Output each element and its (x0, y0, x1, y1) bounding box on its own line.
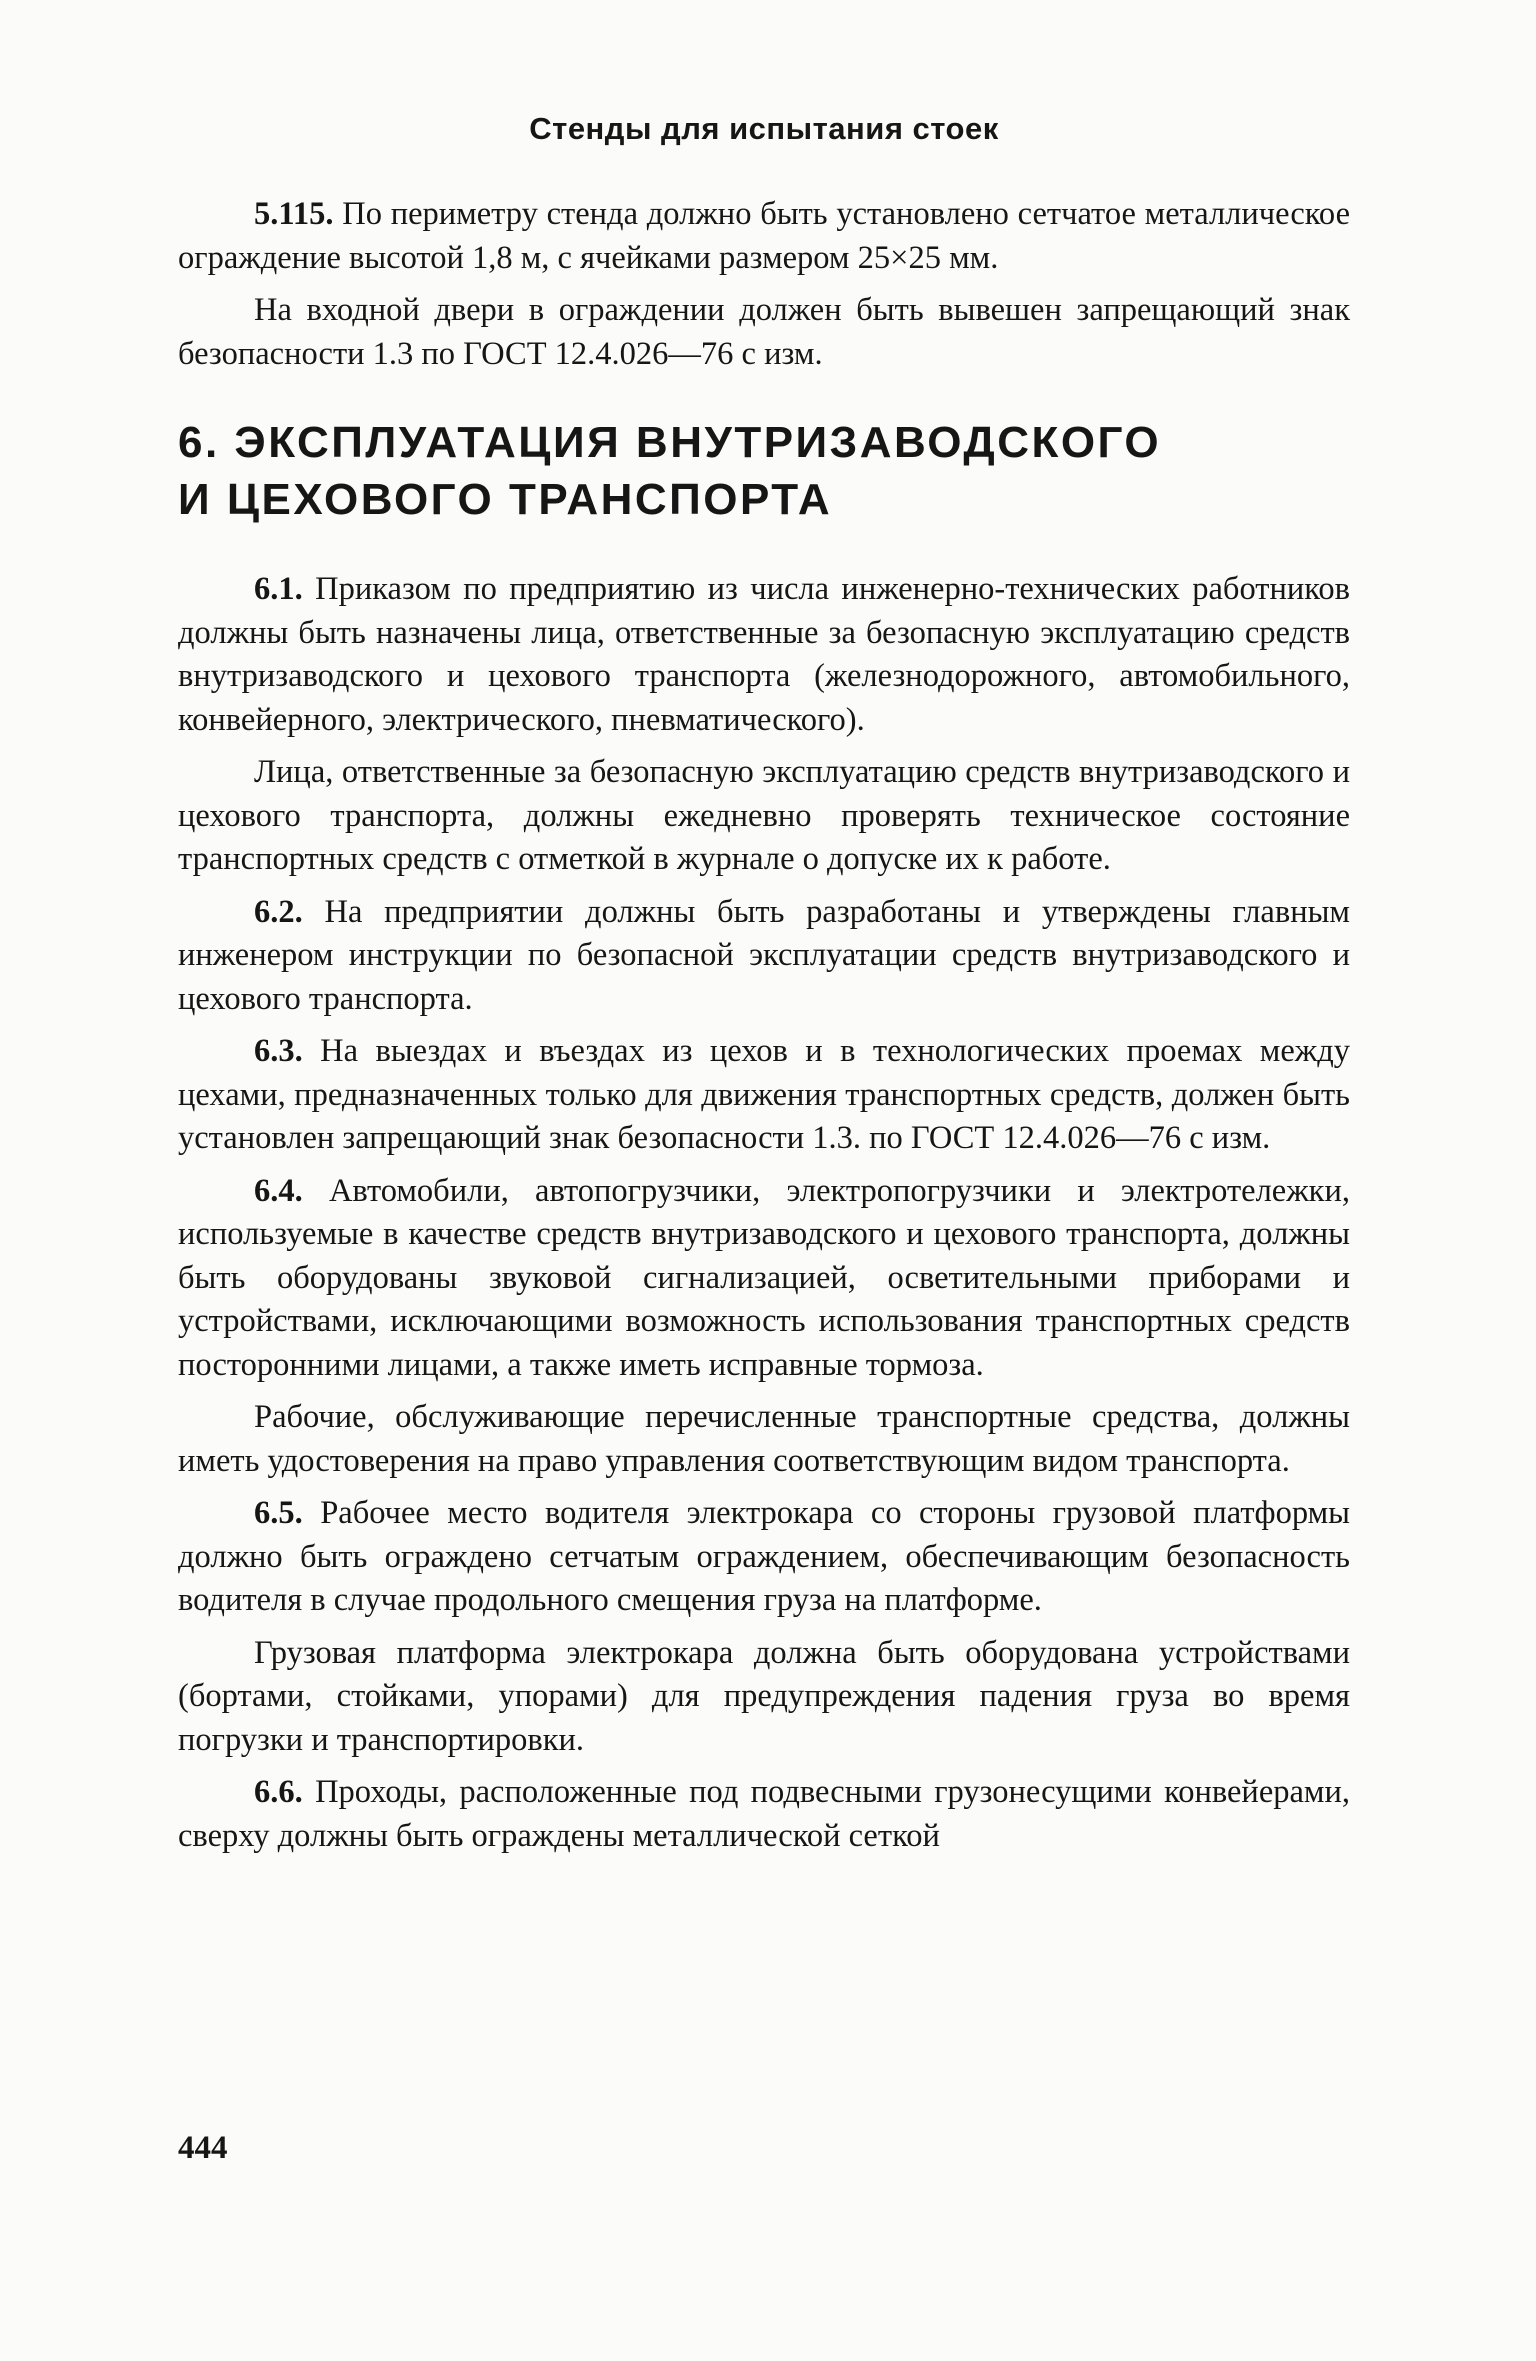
paragraph-text: Рабочее место водителя электрокара со стороны грузовой платформы должно быть ограждено сетчатым ограждением, обеспечивающим безопасность водителя в случае продольного смещения груза на платформе. (178, 1495, 1351, 1618)
section-title (178, 414, 1350, 528)
paragraph-5-115 (178, 193, 1350, 280)
paragraph-text: Проходы, расположенные под подвесными грузонесущими конвейерами, сверху должны быть ограждены металлической сеткой (178, 1774, 1351, 1854)
paragraph-6-5-continued: Грузовая платформа электрокара должна быть оборудована устройствами (бортами, стойками, упорами) для предупреждения падения груза во время погрузки и транспортировки. (178, 1634, 1350, 1758)
paragraph-5-115-continued: На входной двери в ограждении должен быть вывешен запрещающий знак безопасности 1.3 по ГОСТ 12.4.026—76 с изм. (178, 292, 1350, 372)
paragraph-text: На предприятии должны быть разработаны и утверждены главным инженером инструкции по безопасной эксплуатации средств внутризаводского и цехового транспорта. (178, 893, 1351, 1017)
paragraph-6-3 (178, 1030, 1350, 1161)
paragraph-6-2 (178, 891, 1350, 1022)
running-title: Стенды для испытания стоек (529, 111, 999, 146)
clause-number: 6.1. (254, 571, 303, 607)
clause-number: 6.4. (254, 1172, 303, 1209)
clause-number: 6.5. (254, 1495, 303, 1531)
paragraph-6-6 (178, 1771, 1350, 1858)
section-title-line-2: И ЦЕХОВОГО ТРАНСПОРТА (178, 475, 833, 524)
clause-number: 5.115. (254, 196, 334, 232)
paragraph-6-1 (178, 568, 1350, 742)
page-body (178, 105, 1350, 1858)
paragraph-6-4 (178, 1170, 1350, 1388)
clause-number: 6.2. (254, 893, 303, 930)
paragraph-text: На выездах и въездах из цехов и в технологических проемах между цехами, предназначенных только для движения транспортных средств, должен быть установлен запрещающий знак безопасности 1.3. по ГОСТ 12.4.026—76 с изм. (178, 1033, 1350, 1156)
clause-number: 6.3. (254, 1033, 303, 1069)
paragraph-text: По периметру стенда должно быть установлено сетчатое металлическое ограждение высотой 1,8 м, с ячейками размером 25×25 мм. (178, 196, 1351, 276)
section-title-line-1: 6. ЭКСПЛУАТАЦИЯ ВНУТРИЗАВОДСКОГО (178, 418, 1162, 467)
paragraph-6-5 (178, 1492, 1350, 1623)
clause-number: 6.6. (254, 1774, 303, 1810)
paragraph-text: Приказом по предприятию из числа инженерно-технических работников должны быть назначены лица, ответственные за безопасную эксплуатацию средств внутризаводского и цехового транспорта (железнодорожного, автомобильного, конвейерного, электрического, пневматического). (178, 571, 1351, 738)
paragraph-text: Автомобили, автопогрузчики, электропогрузчики и электротележки, используемые в качестве средств внутризаводского и цехового транспорта, должны быть оборудованы звуковой сигнализацией, осветительными приборами и устройствами, исключающими возможность использования транспортных средств посторонними лицами, а также иметь исправные тормоза. (178, 1172, 1350, 1383)
paragraph-6-4-continued: Рабочие, обслуживающие перечисленные транспортные средства, должны иметь удостоверения на право управления соответствующим видом транспорта. (178, 1399, 1350, 1479)
page-number: 444 (178, 2130, 228, 2166)
paragraph-6-1-continued: Лица, ответственные за безопасную эксплуатацию средств внутризаводского и цехового транспорта, должны ежедневно проверять техническое состояние транспортных средств с отметкой в журнале о допуске их к работе. (178, 754, 1350, 877)
